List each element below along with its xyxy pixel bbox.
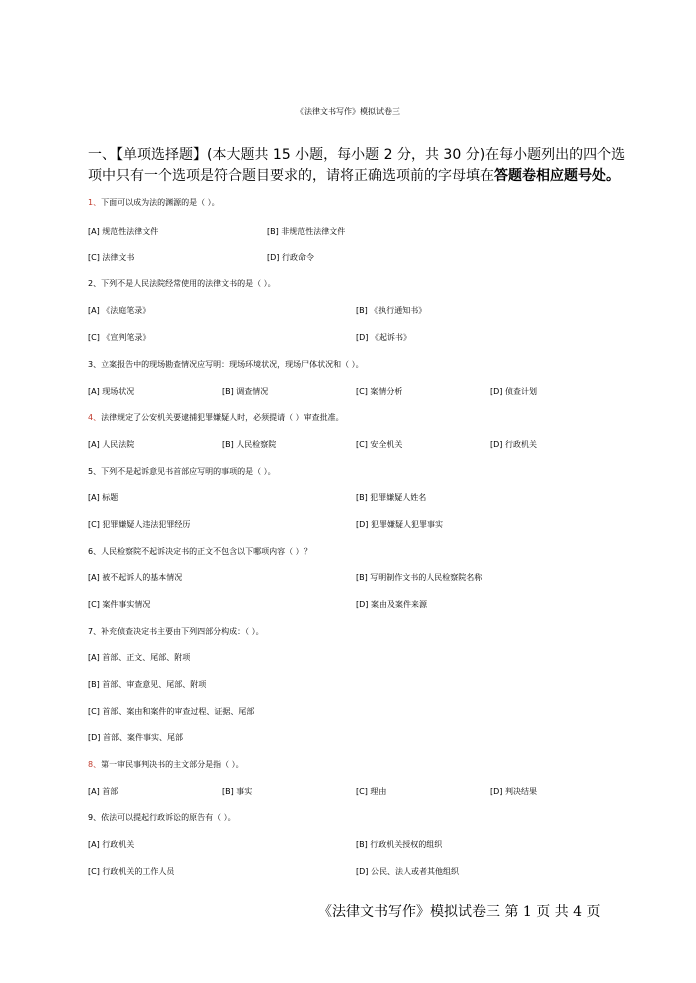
question-number: 7、 [88,627,102,636]
q4-option-c: [C] 安全机关 [356,440,403,449]
q1-option-b: [B] 非规范性法律文件 [267,227,346,236]
q9-option-d: [D] 公民、法人或者其他组织 [356,867,459,876]
q7-option-d: [D] 首部、案件事实、尾部 [88,733,183,742]
question-number: 9、 [88,813,102,822]
question-6 [88,546,312,557]
q5-option-c: [C] 犯罪嫌疑人违法犯罪经历 [88,520,191,529]
q5-option-a: [A] 标题 [88,493,119,502]
question-2 [88,278,276,289]
question-text: 立案报告中的现场勘查情况应写明：现场环境状况，现场尸体状况和（ ）。 [101,360,364,369]
question-text: 人民检察院不起诉决定书的正文不包含以下哪项内容（ ）？ [101,547,312,556]
q6-option-c: [C] 案件事实情况 [88,600,151,609]
q7-option-b: [B] 首部、审查意见、尾部、附项 [88,680,207,689]
q2-option-d: [D] 《起诉书》 [356,333,411,342]
question-7 [88,626,264,637]
question-1 [88,197,220,208]
question-number: 5、 [88,467,102,476]
q9-option-c: [C] 行政机关的工作人员 [88,867,175,876]
q8-option-b: [B] 事实 [222,787,253,796]
q3-option-d: [D] 侦查计划 [490,387,537,396]
section-instruction: 一、【单项选择题】(本大题共 15 小题，每小题 2 分，共 30 分)在每小题列出的四个选项中只有一个选项是符合题目要求的，请将正确选项前的字母填在 [88,147,626,184]
q6-option-b: [B] 写明制作文书的人民检察院名称 [356,573,483,582]
q8-option-d: [D] 判决结果 [490,787,537,796]
q1-option-c: [C] 法律文书 [88,253,135,262]
q2-option-b: [B] 《执行通知书》 [356,306,427,315]
q7-option-a: [A] 首部、正文、尾部、附项 [88,653,191,662]
q2-option-c: [C] 《宣判笔录》 [88,333,151,342]
section-heading [88,145,628,187]
question-number: 6、 [88,547,102,556]
question-4 [88,412,344,423]
question-text: 第一审民事判决书的主文部分是指（ ）。 [101,760,244,769]
question-number: 2、 [88,279,102,288]
question-text: 依法可以提起行政诉讼的原告有（ ）。 [101,813,236,822]
q9-option-a: [A] 行政机关 [88,840,135,849]
q4-option-a: [A] 人民法院 [88,440,135,449]
q8-option-a: [A] 首部 [88,787,119,796]
question-5 [88,466,276,477]
q1-option-d: [D] 行政命令 [267,253,314,262]
q3-option-a: [A] 现场状况 [88,387,135,396]
q9-option-b: [B] 行政机关授权的组织 [356,840,443,849]
question-number: 1、 [88,198,102,207]
q4-option-b: [B] 人民检察院 [222,440,277,449]
question-text: 补充侦查决定书主要由下列四部分构成：（ ）。 [101,627,264,636]
question-3 [88,359,364,370]
question-number: 8、 [88,760,102,769]
q8-option-c: [C] 理由 [356,787,387,796]
question-text: 下列不是人民法院经常使用的法律文书的是（ ）。 [101,279,276,288]
section-emphasis: 答题卷相应题号处。 [494,168,620,184]
question-number: 3、 [88,360,102,369]
q5-option-d: [D] 犯罪嫌疑人犯罪事实 [356,520,443,529]
q4-option-d: [D] 行政机关 [490,440,537,449]
q3-option-b: [B] 调查情况 [222,387,269,396]
question-text: 下面可以成为法的渊源的是（ ）。 [101,198,220,207]
q5-option-b: [B] 犯罪嫌疑人姓名 [356,493,427,502]
question-8 [88,759,244,770]
document-title: 《法律文书写作》模拟试卷三 [296,107,400,116]
page-footer: 《法律文书写作》模拟试卷三 第 1 页 共 4 页 [318,904,601,920]
question-number: 4、 [88,413,102,422]
question-9 [88,812,236,823]
q3-option-c: [C] 案情分析 [356,387,403,396]
q2-option-a: [A] 《法庭笔录》 [88,306,151,315]
q1-option-a: [A] 规范性法律文件 [88,227,159,236]
q6-option-a: [A] 被不起诉人的基本情况 [88,573,183,582]
q6-option-d: [D] 案由及案件来源 [356,600,427,609]
question-text: 法律规定了公安机关要逮捕犯罪嫌疑人时，必须提请（ ）审查批准。 [101,413,344,422]
question-text: 下列不是起诉意见书首部应写明的事项的是（ ）。 [101,467,276,476]
q7-option-c: [C] 首部、案由和案件的审查过程、证据、尾部 [88,707,255,716]
